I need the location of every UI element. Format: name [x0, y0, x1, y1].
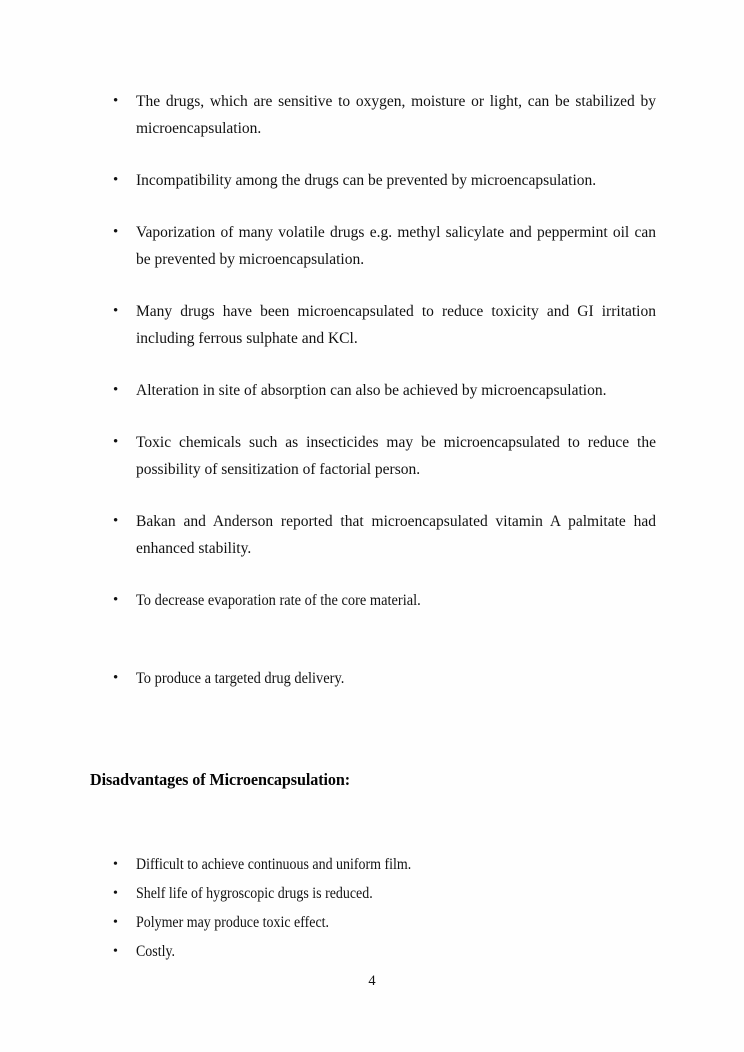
list-item-text: [136, 855, 656, 875]
list-item-text: [136, 884, 656, 904]
page-number: 4: [368, 973, 376, 989]
list-item-text-inner: To decrease evaporation rate of the core material.: [136, 592, 421, 609]
bullet-marker: •: [113, 592, 119, 608]
bullet-marker: •: [113, 224, 119, 240]
list-item-text: [136, 913, 656, 933]
bullet-marker: •: [113, 915, 118, 930]
list-item: [113, 942, 656, 962]
list-item-text: The drugs, which are sensitive to oxygen, moisture or light, can be stabilized by microencapsulation.: [136, 93, 656, 137]
bullet-marker: •: [113, 513, 119, 529]
list-item: [113, 219, 656, 273]
bullet-marker: •: [113, 857, 118, 872]
bullet-marker: •: [113, 93, 119, 109]
list-item: [113, 855, 656, 875]
bullet-marker: •: [113, 303, 119, 319]
list-item: [113, 88, 656, 142]
list-item: [113, 429, 656, 483]
section-heading: Disadvantages of Microencapsulation:: [90, 770, 351, 789]
list-item-text: Bakan and Anderson reported that microencapsulated vitamin A palmitate had enhanced stability.: [136, 513, 656, 557]
list-item: [113, 587, 656, 614]
list-item-text: Incompatibility among the drugs can be prevented by microencapsulation.: [136, 172, 597, 189]
list-item-text-inner: Difficult to achieve continuous and uniform film.: [136, 856, 412, 873]
list-item-text-inner: Costly.: [136, 943, 176, 960]
list-item-text: Alteration in site of absorption can also be achieved by microencapsulation.: [136, 382, 607, 399]
list-item-text: Vaporization of many volatile drugs e.g. methyl salicylate and peppermint oil can be prevented by microencapsulation.: [136, 224, 656, 268]
list-item-text: Toxic chemicals such as insecticides may be microencapsulated to reduce the possibility of sensitization of factorial person.: [136, 434, 656, 478]
bullet-marker: •: [113, 944, 118, 959]
list-item: [113, 377, 656, 404]
bullet-marker: •: [113, 434, 119, 450]
list-item: [113, 913, 656, 933]
list-item: [113, 508, 656, 562]
list-item-text-inner: Shelf life of hygroscopic drugs is reduced.: [136, 885, 373, 902]
list-item-text-inner: Polymer may produce toxic effect.: [136, 914, 330, 931]
list-item-text: [136, 587, 656, 614]
list-item: [113, 167, 656, 194]
list-item-text: Many drugs have been microencapsulated to reduce toxicity and GI irritation including ferrous sulphate and KCl.: [136, 303, 656, 347]
list-item-text-inner: To produce a targeted drug delivery.: [136, 670, 345, 687]
bullet-marker: •: [113, 382, 119, 398]
bullet-marker: •: [113, 670, 119, 686]
bullet-marker: •: [113, 886, 118, 901]
list-item: [113, 884, 656, 904]
bullet-marker: •: [113, 172, 119, 188]
list-item-text: [136, 665, 656, 692]
list-item-text: [136, 942, 656, 962]
list-item: [113, 665, 656, 692]
list-item: [113, 298, 656, 352]
